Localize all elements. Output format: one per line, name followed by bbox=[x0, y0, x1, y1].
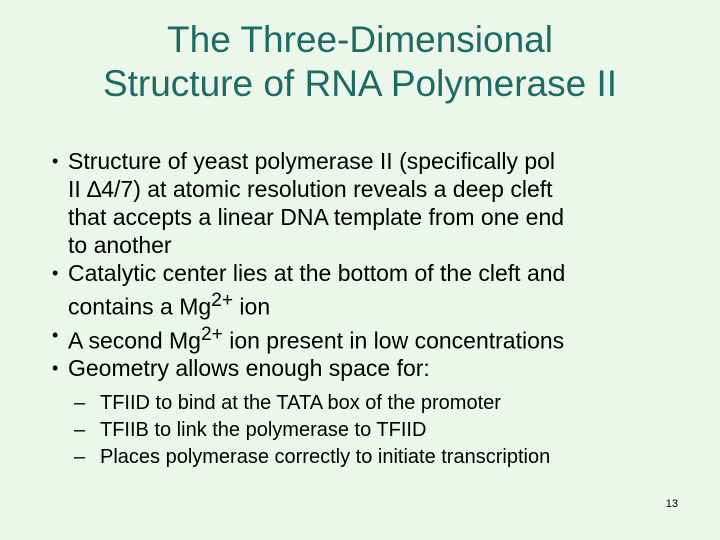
slide-body bbox=[52, 147, 690, 471]
bullet-text: that accepts a linear DNA template from one end bbox=[68, 204, 565, 230]
sub-bullet-text: Places polymerase correctly to initiate transcription bbox=[100, 446, 551, 469]
bullet-text: Geometry allows enough space for: bbox=[68, 355, 430, 382]
bullet-text: Catalytic center lies at the bottom of the cleft and bbox=[68, 260, 566, 286]
bullet-marker: • bbox=[52, 324, 59, 345]
sub-bullet-marker: – bbox=[74, 419, 86, 442]
superscript-text: 2+ bbox=[211, 290, 234, 311]
bullet-text: ion present in low concentrations bbox=[222, 327, 565, 354]
title-line-2: Structure of RNA Polymerase II bbox=[102, 63, 618, 104]
slide-title bbox=[20, 18, 700, 106]
sub-bullet-list bbox=[74, 390, 690, 471]
superscript-text: 2+ bbox=[200, 323, 223, 345]
title-line-1: The Three-Dimensional bbox=[167, 19, 553, 60]
bullet-item bbox=[52, 147, 690, 259]
bullet-text: to another bbox=[68, 232, 172, 258]
sub-bullet-marker: – bbox=[74, 392, 86, 415]
sub-bullet-item bbox=[74, 417, 690, 444]
bullet-text: ion bbox=[233, 293, 271, 320]
bullet-item bbox=[52, 354, 690, 382]
bullet-marker: • bbox=[52, 151, 59, 171]
bullet-text: A second Mg bbox=[68, 327, 201, 354]
sub-bullet-marker: – bbox=[74, 446, 86, 469]
sub-bullet-text: TFIIB to link the polymerase to TFIID bbox=[100, 419, 427, 442]
sub-bullet-text: TFIID to bind at the TATA box of the promoter bbox=[100, 392, 501, 415]
sub-bullet-item bbox=[74, 390, 690, 417]
bullet-item bbox=[52, 259, 690, 321]
sub-bullet-item bbox=[74, 444, 690, 471]
bullet-text: II ∆4/7) at atomic resolution reveals a deep cleft bbox=[68, 176, 553, 202]
bullet-marker: • bbox=[52, 263, 59, 283]
bullet-text: contains a Mg bbox=[68, 293, 212, 320]
bullet-text: Structure of yeast polymerase II (specifically pol bbox=[68, 148, 556, 174]
bullet-marker: • bbox=[52, 358, 59, 379]
page-number: 13 bbox=[665, 498, 678, 510]
bullet-item bbox=[52, 321, 690, 355]
